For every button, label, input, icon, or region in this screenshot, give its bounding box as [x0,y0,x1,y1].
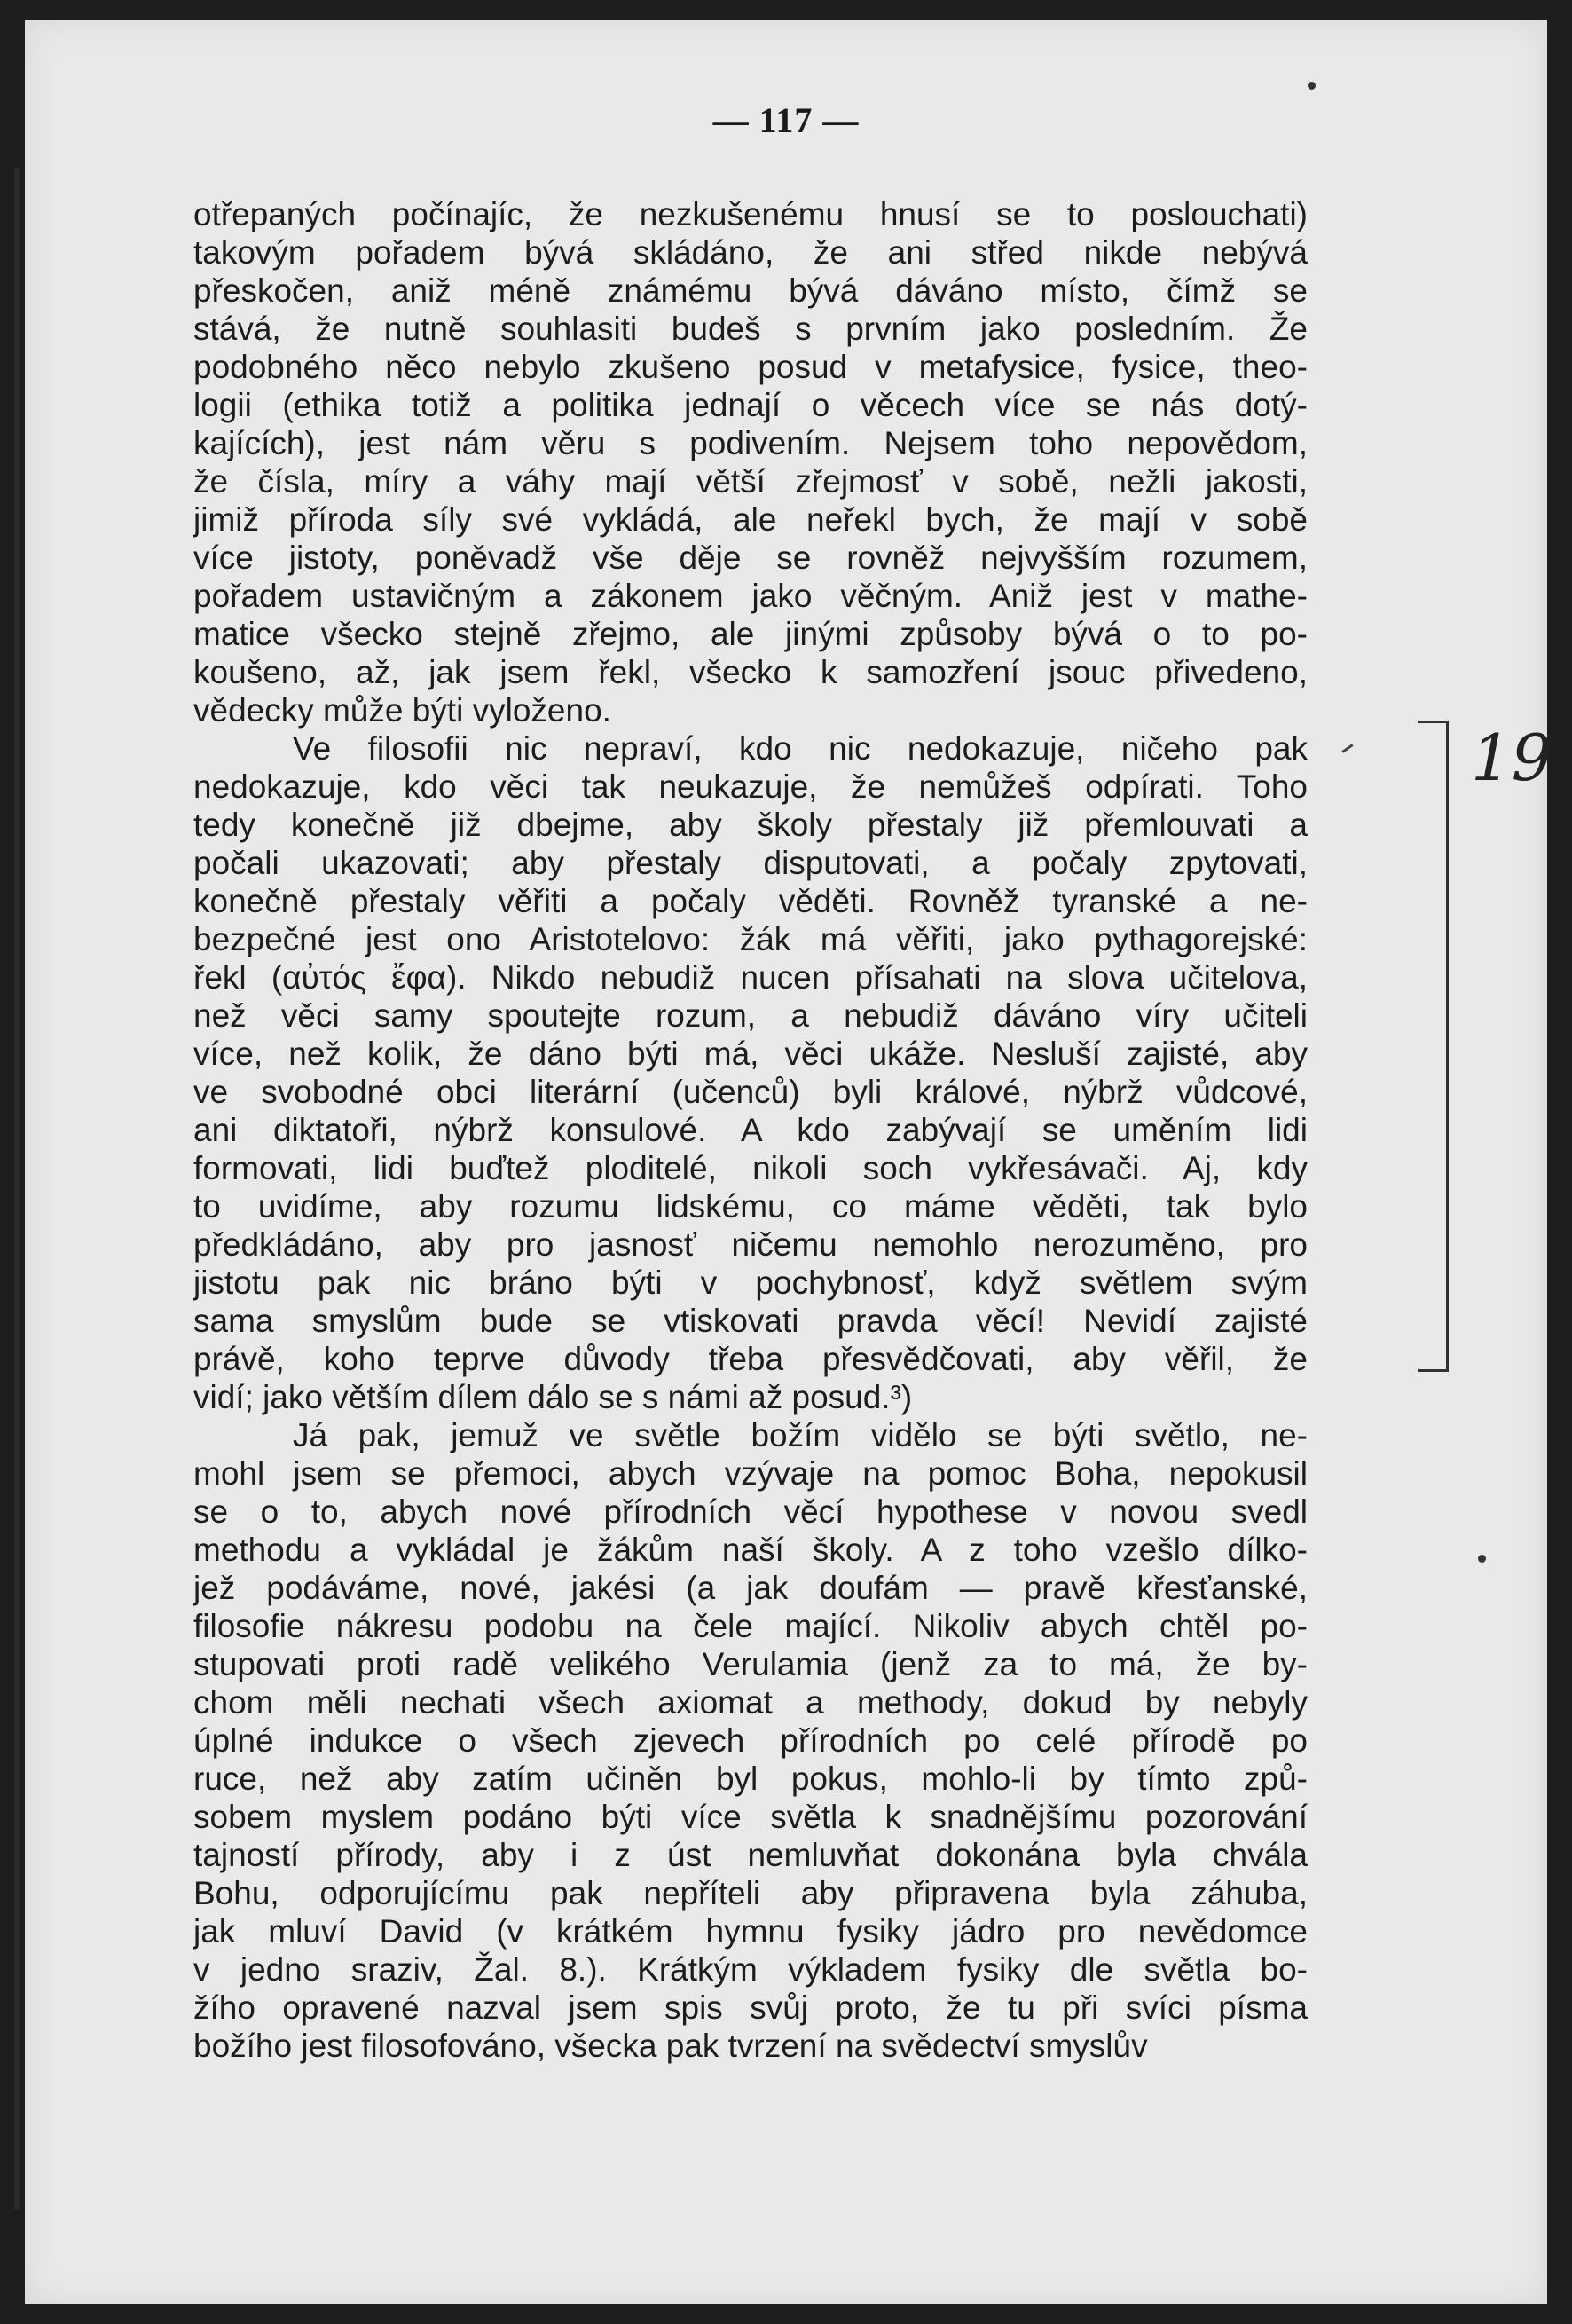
text-line: formovati, lidi buďtež ploditelé, nikoli soch vykřesávači. Aj, kdy [193,1150,1308,1186]
text-line: logii (ethika totiž a politika jednají o věcech více se nás dotý- [193,387,1308,423]
text-line: ani diktatoři, nýbrž konsulové. A kdo zabývají se uměním lidi [193,1112,1308,1148]
speck-dot [1478,1555,1486,1563]
body-text [193,195,1308,2065]
text-line: stupovati proti radě velikého Verulamia (jenž za to má, že by- [193,1646,1308,1682]
margin-bracket [1418,721,1449,1372]
text-line: jež podáváme, nové, jakési (a jak doufám — pravě křesťanské, [193,1570,1308,1606]
binding-edge [14,169,20,2210]
text-line: vidí; jako větším dílem dálo se s námi až posud.³) [193,1379,913,1415]
text-line: jimiž příroda síly své vykládá, ale neřekl bych, že mají v sobě [193,501,1308,538]
text-line: matice všecko stejně zřejmo, ale jinými způsoby bývá o to po- [193,616,1308,652]
text-line: Já pak, jemuž ve světle božím vidělo se býti světlo, ne- [293,1417,1308,1453]
text-line: jistotu pak nic bráno býti v pochybnosť, když světlem svým [193,1264,1308,1301]
text-line: sobem myslem podáno býti více světla k snadnějšímu pozorování [193,1799,1308,1835]
text-line: právě, koho teprve důvody třeba přesvědčovati, aby věřil, že [193,1341,1308,1377]
text-line: Bohu, odporujícímu pak nepříteli aby připravena byla záhuba, [193,1875,1308,1911]
text-line: božího jest filosofováno, všecka pak tvrzení na svědectví smyslův [193,2028,1148,2064]
text-line: jak mluví David (v krátkém hymnu fysiky jádro pro nevědomce [193,1913,1308,1950]
text-line: mohl jsem se přemoci, abych vzývaje na pomoc Boha, nepokusil [193,1455,1308,1492]
text-line: úplné indukce o všech zjevech přírodních po celé přírodě po [193,1722,1308,1759]
text-line: přeskočen, aniž méně známému bývá dáváno místo, čímž se [193,272,1308,309]
text-line: tajností přírody, aby i z úst nemluvňat dokonána byla chvála [193,1837,1308,1873]
text-line: že čísla, míry a váhy mají větší zřejmosť v sobě, nežli jakosti, [193,463,1308,500]
page-number: — 117 — [712,100,860,140]
text-line: nedokazuje, kdo věci tak neukazuje, že nemůžeš odpírati. Toho [193,768,1308,805]
text-line: to uvidíme, aby rozumu lidskému, co máme věděti, tak bylo [193,1188,1308,1225]
text-line: počali ukazovati; aby přestaly disputovati, a počaly zpytovati, [193,845,1308,881]
text-line: než věci samy spoutejte rozum, a nebudiž dáváno víry učiteli [193,997,1308,1034]
text-line: koušeno, až, jak jsem řekl, všecko k samozření jsouc přivedeno, [193,654,1308,690]
text-line: filosofie nákresu podobu na čele mající. Nikoliv abych chtěl po- [193,1608,1308,1644]
text-line: konečně přestaly věřiti a počaly věděti. Rovněž tyranské a ne- [193,883,1308,919]
text-line: více jistoty, poněvadž vše děje se rovněž nejvyšším rozumem, [193,540,1308,576]
text-line: se o to, abych nové přírodních věcí hypothese v novou svedl [193,1493,1308,1530]
speck-dot [1308,82,1316,90]
text-line: tedy konečně již dbejme, aby školy přestaly již přemlouvati a [193,807,1308,843]
text-line: chom měli nechati všech axiomat a methody, dokud by nebyly [193,1684,1308,1721]
margin-note: 19 [1471,721,1552,795]
text-line: stává, že nutně souhlasiti budeš s prvním jako posledním. Že [193,311,1308,347]
text-line: otřepaných počínajíc, že nezkušenému hnusí se to poslouchati) [193,196,1308,232]
text-line: žího opravené nazval jsem spis svůj proto, že tu při svíci písma [193,1989,1308,2026]
text-line: řekl (αὐτός ἔφα). Nikdo nebudiž nucen přísahati na slova učitelova, [193,959,1308,996]
text-line: podobného něco nebylo zkušeno posud v metafysice, fysice, theo- [193,349,1308,385]
text-line: ve svobodné obci literární (učenců) byli králové, nýbrž vůdcové, [193,1074,1308,1110]
text-line: pořadem ustavičným a zákonem jako věčným. Aniž jest v mathe- [193,578,1308,614]
text-line: předkládáno, aby pro jasnosť ničemu nemohlo nerozuměno, pro [193,1226,1308,1263]
text-line: takovým pořadem bývá skládáno, že ani střed nikde nebývá [193,234,1308,271]
text-line: ruce, než aby zatím učiněn byl pokus, mohlo-li by tímto způ- [193,1761,1308,1797]
text-line: vědecky může býti vyloženo. [193,692,611,729]
text-line: v jedno sraziv, Žal. 8.). Krátkým výkladem fysiky dle světla bo- [193,1951,1308,1988]
text-line: více, než kolik, že dáno býti má, věci ukáže. Nesluší zajisté, aby [193,1036,1308,1072]
text-line: bezpečné jest ono Aristotelovo: žák má věřiti, jako pythagorejské: [193,921,1308,957]
text-line: methodu a vykládal je žákům naší školy. A z toho vzešlo dílko- [193,1532,1308,1568]
text-line: Ve filosofii nic nepraví, kdo nic nedokazuje, ničeho pak [293,730,1308,767]
text-line: kajících), jest nám věru s podivením. Nejsem toho nepovědom, [193,425,1308,461]
text-line: sama smyslům bude se vtiskovati pravda věcí! Nevidí zajisté [193,1303,1308,1339]
